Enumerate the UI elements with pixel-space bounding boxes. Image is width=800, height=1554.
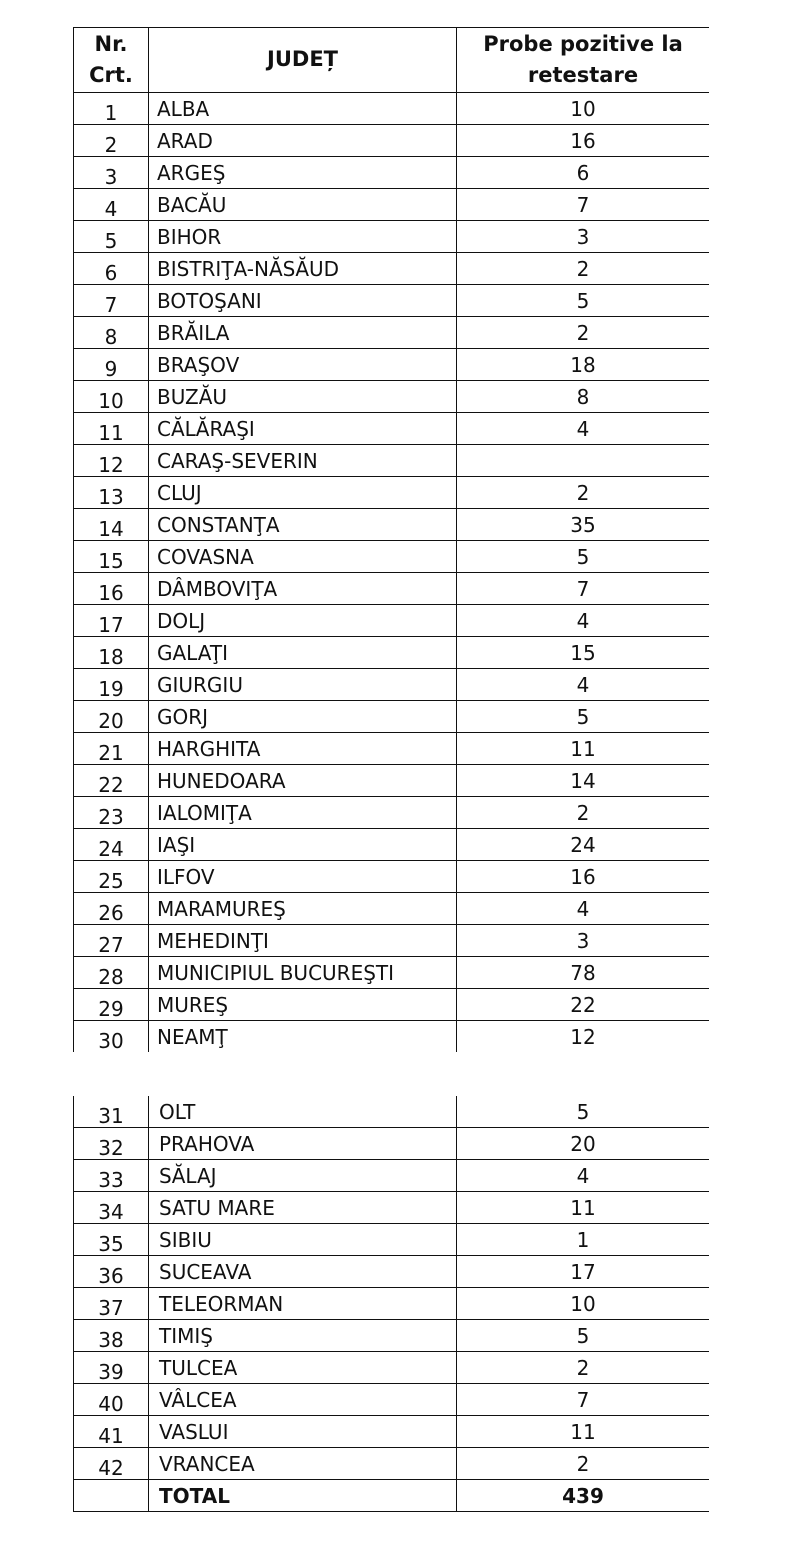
row-nr: 36 (74, 1256, 149, 1288)
row-judet: CARAŞ-SEVERIN (149, 445, 457, 477)
row-probe: 16 (457, 125, 710, 157)
row-judet: GORJ (149, 701, 457, 733)
header-probe: Probe pozitive la retestare (457, 28, 710, 93)
table-row (74, 413, 710, 445)
row-probe: 11 (457, 1416, 710, 1448)
row-nr: 12 (74, 445, 149, 477)
row-judet: OLT (149, 1096, 457, 1128)
row-nr: 11 (74, 413, 149, 445)
row-nr: 19 (74, 669, 149, 701)
row-nr: 32 (74, 1128, 149, 1160)
total-row (74, 1480, 710, 1512)
table-row (74, 1224, 710, 1256)
row-nr: 40 (74, 1384, 149, 1416)
row-probe: 22 (457, 989, 710, 1021)
row-nr: 6 (74, 253, 149, 285)
row-probe: 7 (457, 573, 710, 605)
row-judet: HARGHITA (149, 733, 457, 765)
row-nr: 13 (74, 477, 149, 509)
row-probe: 2 (457, 253, 710, 285)
row-nr: 22 (74, 765, 149, 797)
row-nr: 3 (74, 157, 149, 189)
row-nr: 34 (74, 1192, 149, 1224)
row-probe: 5 (457, 1096, 710, 1128)
row-judet: DÂMBOVIŢA (149, 573, 457, 605)
table-row (74, 893, 710, 925)
row-judet: SUCEAVA (149, 1256, 457, 1288)
row-judet: SATU MARE (149, 1192, 457, 1224)
row-probe: 4 (457, 605, 710, 637)
total-value: 439 (457, 1480, 710, 1512)
row-probe: 11 (457, 733, 710, 765)
row-probe: 2 (457, 477, 710, 509)
table-row (74, 349, 710, 381)
row-probe: 18 (457, 349, 710, 381)
row-nr: 9 (74, 349, 149, 381)
row-probe: 8 (457, 381, 710, 413)
table-row (74, 541, 710, 573)
table-row (74, 957, 710, 989)
table-row (74, 1128, 710, 1160)
row-probe: 5 (457, 701, 710, 733)
row-nr: 39 (74, 1352, 149, 1384)
row-nr: 42 (74, 1448, 149, 1480)
row-probe: 5 (457, 285, 710, 317)
table-row (74, 1448, 710, 1480)
county-table-part-2 (73, 1096, 709, 1512)
row-probe: 24 (457, 829, 710, 861)
row-judet: BUZĂU (149, 381, 457, 413)
row-probe: 5 (457, 1320, 710, 1352)
row-judet: BACĂU (149, 189, 457, 221)
table-row (74, 1096, 710, 1128)
table-row (74, 381, 710, 413)
row-judet: PRAHOVA (149, 1128, 457, 1160)
row-judet: MUREŞ (149, 989, 457, 1021)
row-nr: 37 (74, 1288, 149, 1320)
row-probe: 4 (457, 1160, 710, 1192)
row-judet: BRAŞOV (149, 349, 457, 381)
header-nr: Nr. Crt. (74, 28, 149, 93)
table-row (74, 765, 710, 797)
row-judet: TELEORMAN (149, 1288, 457, 1320)
row-nr: 15 (74, 541, 149, 573)
row-judet: VÂLCEA (149, 1384, 457, 1416)
table-row (74, 701, 710, 733)
row-nr: 33 (74, 1160, 149, 1192)
row-probe (457, 445, 710, 477)
row-judet: BRĂILA (149, 317, 457, 349)
row-probe: 10 (457, 1288, 710, 1320)
row-judet: ALBA (149, 93, 457, 125)
row-nr: 23 (74, 797, 149, 829)
row-judet: VASLUI (149, 1416, 457, 1448)
table-row (74, 317, 710, 349)
table-body-part-1 (74, 93, 710, 1053)
table-row (74, 1384, 710, 1416)
row-nr: 5 (74, 221, 149, 253)
total-label: TOTAL (149, 1480, 457, 1512)
table-row (74, 1160, 710, 1192)
row-nr: 25 (74, 861, 149, 893)
table-row (74, 797, 710, 829)
row-nr: 27 (74, 925, 149, 957)
row-judet: CĂLĂRAŞI (149, 413, 457, 445)
row-judet: CLUJ (149, 477, 457, 509)
table-row (74, 829, 710, 861)
row-probe: 3 (457, 925, 710, 957)
table-row (74, 125, 710, 157)
row-nr: 24 (74, 829, 149, 861)
row-judet: HUNEDOARA (149, 765, 457, 797)
row-probe: 7 (457, 1384, 710, 1416)
table-row (74, 925, 710, 957)
row-probe: 14 (457, 765, 710, 797)
row-nr: 41 (74, 1416, 149, 1448)
table-row (74, 189, 710, 221)
row-judet: GALAŢI (149, 637, 457, 669)
row-nr: 26 (74, 893, 149, 925)
row-judet: MUNICIPIUL BUCUREŞTI (149, 957, 457, 989)
table-row (74, 1352, 710, 1384)
row-judet: MEHEDINŢI (149, 925, 457, 957)
table-row (74, 445, 710, 477)
table-row (74, 1320, 710, 1352)
row-nr: 16 (74, 573, 149, 605)
table-row (74, 221, 710, 253)
table-row (74, 93, 710, 125)
table-row (74, 669, 710, 701)
row-nr: 8 (74, 317, 149, 349)
row-probe: 16 (457, 861, 710, 893)
row-judet: COVASNA (149, 541, 457, 573)
table-row (74, 157, 710, 189)
table-row (74, 989, 710, 1021)
table-body-part-2 (74, 1096, 710, 1480)
table-row (74, 1256, 710, 1288)
row-judet: IAŞI (149, 829, 457, 861)
row-probe: 4 (457, 669, 710, 701)
row-judet: BOTOŞANI (149, 285, 457, 317)
row-nr: 29 (74, 989, 149, 1021)
table-row (74, 1021, 710, 1053)
row-nr: 17 (74, 605, 149, 637)
table-row (74, 605, 710, 637)
total-nr (74, 1480, 149, 1512)
table-part-1 (73, 27, 709, 1072)
table-row (74, 1288, 710, 1320)
row-judet: TIMIŞ (149, 1320, 457, 1352)
row-judet: VRANCEA (149, 1448, 457, 1480)
row-probe: 4 (457, 413, 710, 445)
row-probe: 10 (457, 93, 710, 125)
row-judet: MARAMUREŞ (149, 893, 457, 925)
row-nr: 38 (74, 1320, 149, 1352)
row-judet: BIHOR (149, 221, 457, 253)
table-part-2 (73, 1096, 709, 1521)
row-probe: 12 (457, 1021, 710, 1053)
row-nr: 20 (74, 701, 149, 733)
row-nr: 35 (74, 1224, 149, 1256)
row-probe: 20 (457, 1128, 710, 1160)
row-probe: 2 (457, 317, 710, 349)
row-judet: DOLJ (149, 605, 457, 637)
table-header (74, 28, 710, 93)
row-nr: 10 (74, 381, 149, 413)
row-nr: 30 (74, 1021, 149, 1053)
table-row (74, 861, 710, 893)
row-nr: 1 (74, 93, 149, 125)
table-row (74, 285, 710, 317)
row-judet: GIURGIU (149, 669, 457, 701)
row-probe: 2 (457, 797, 710, 829)
row-probe: 11 (457, 1192, 710, 1224)
table-row (74, 509, 710, 541)
row-probe: 1 (457, 1224, 710, 1256)
table-row (74, 253, 710, 285)
row-probe: 2 (457, 1352, 710, 1384)
row-nr: 2 (74, 125, 149, 157)
row-probe: 5 (457, 541, 710, 573)
header-judet: JUDEȚ (149, 28, 457, 93)
row-nr: 14 (74, 509, 149, 541)
row-judet: BISTRIŢA-NĂSĂUD (149, 253, 457, 285)
row-probe: 2 (457, 1448, 710, 1480)
table-row (74, 477, 710, 509)
row-judet: NEAMŢ (149, 1021, 457, 1053)
table-row (74, 733, 710, 765)
row-probe: 78 (457, 957, 710, 989)
row-probe: 17 (457, 1256, 710, 1288)
table-row (74, 1192, 710, 1224)
row-probe: 7 (457, 189, 710, 221)
row-nr: 18 (74, 637, 149, 669)
row-probe: 6 (457, 157, 710, 189)
row-judet: SIBIU (149, 1224, 457, 1256)
row-probe: 4 (457, 893, 710, 925)
row-probe: 35 (457, 509, 710, 541)
row-judet: SĂLAJ (149, 1160, 457, 1192)
row-judet: ARAD (149, 125, 457, 157)
row-nr: 21 (74, 733, 149, 765)
row-judet: TULCEA (149, 1352, 457, 1384)
row-probe: 3 (457, 221, 710, 253)
row-judet: IALOMIŢA (149, 797, 457, 829)
row-nr: 28 (74, 957, 149, 989)
table-row (74, 1416, 710, 1448)
row-nr: 4 (74, 189, 149, 221)
table-row (74, 637, 710, 669)
row-judet: ARGEŞ (149, 157, 457, 189)
table-row (74, 573, 710, 605)
row-nr: 31 (74, 1096, 149, 1128)
row-judet: ILFOV (149, 861, 457, 893)
row-judet: CONSTANŢA (149, 509, 457, 541)
row-probe: 15 (457, 637, 710, 669)
row-nr: 7 (74, 285, 149, 317)
county-table-part-1 (73, 27, 709, 1052)
